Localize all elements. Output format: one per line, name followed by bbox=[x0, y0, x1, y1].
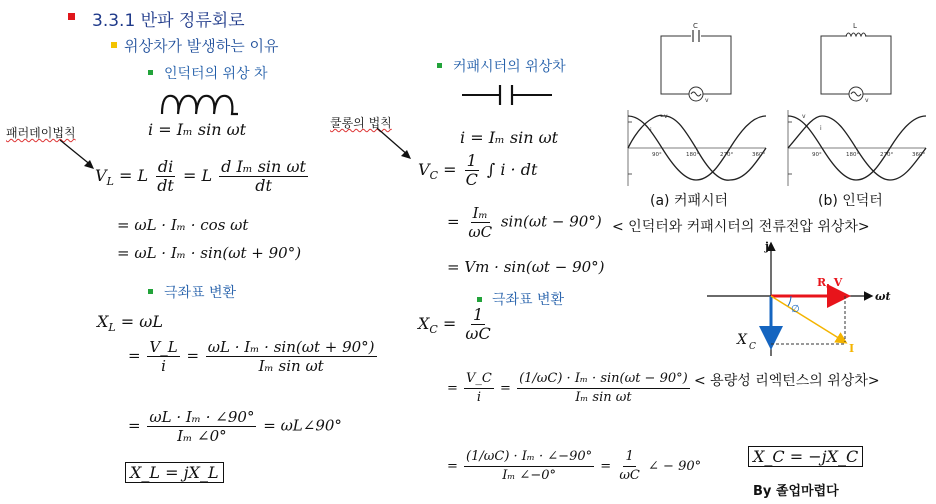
faraday-law-label: 패러데이법칙 bbox=[6, 126, 76, 140]
xl-eq-3: = $\frac{\text{ωL · Iₘ · ∠90°}}{\text{Iₘ ∠0°}}$ = ωL∠90° bbox=[128, 408, 342, 445]
caption-capacitor: (a) 커패시터 bbox=[650, 193, 729, 209]
inductor-coil-icon bbox=[160, 92, 240, 118]
capacitor-symbol-icon bbox=[462, 84, 552, 106]
ind-wave-v-label: v bbox=[802, 113, 806, 120]
ind-v-label: v bbox=[865, 97, 869, 104]
ind-tick-180: 180° bbox=[846, 152, 860, 158]
xc-eq-2: = $\frac{V\_C}{i}$ = $\frac{\text{(1/ωC) · Iₘ · sin(ωt − 90°)}}{\text{Iₘ sin ωt}}$ bbox=[447, 371, 688, 405]
ind-wave-i-label: i bbox=[820, 125, 822, 132]
inductor-current-eq: i = Iₘ sin ωt bbox=[148, 120, 247, 139]
phasor-phi-label: ∅ bbox=[791, 304, 800, 315]
cap-tick-360: 360° bbox=[752, 152, 766, 158]
phasor-caption: < 용량성 리엑턴스의 위상차> bbox=[694, 373, 880, 389]
xl-eq-1: $X_L = \omega L$ bbox=[97, 312, 163, 335]
inductor-polar-bullet bbox=[148, 289, 153, 294]
phasor-rv-label: R, V bbox=[817, 276, 843, 289]
phasor-wt-label: ωt bbox=[875, 290, 891, 303]
author-credit: By 졸업마렵다 bbox=[753, 484, 839, 499]
xc-eq-1: $X_C$ = $\frac{1}{\omega C}$ bbox=[418, 305, 491, 343]
cap-wave-v-label: v bbox=[664, 113, 668, 120]
coulomb-law-label: 쿨롱의 법칙 bbox=[330, 116, 392, 130]
capacitor-polar-bullet bbox=[477, 297, 482, 302]
capacitor-waveform bbox=[620, 108, 770, 188]
phasor-i-label: I bbox=[849, 342, 855, 355]
cap-tick-180: 180° bbox=[686, 152, 700, 158]
page-subtitle: 위상차가 발생하는 이유 bbox=[124, 37, 279, 55]
capacitor-current-eq: i = Iₘ sin ωt bbox=[460, 128, 559, 147]
faraday-arrow bbox=[58, 138, 98, 172]
vc-eq-3: = Vm · sin(ωt − 90°) bbox=[447, 258, 605, 276]
coulomb-arrow bbox=[375, 126, 415, 162]
phasor-xc-sub: C bbox=[749, 342, 756, 352]
cap-wave-i-label: i bbox=[650, 127, 652, 134]
vc-eq-1: $V_C$ = $\frac{1}{C}$ ∫ i · dt bbox=[418, 151, 538, 189]
xl-eq-2: = $\frac{V\_L}{i}$ = $\frac{\text{ωL · Iₘ · sin(ωt + 90°)}}{\text{Iₘ sin ωt}}$ bbox=[128, 338, 375, 375]
cap-v-label: v bbox=[705, 97, 709, 104]
ind-tick-90: 90° bbox=[812, 152, 822, 158]
ind-l-label: L bbox=[853, 22, 857, 30]
vl-eq-1: $V_L = L$ $\frac{di}{dt}$ = L $\frac{\text{d Iₘ sin ωt}}{dt}$ bbox=[95, 157, 306, 195]
ind-tick-360: 360° bbox=[912, 152, 926, 158]
vl-eq-2: = ωL · Iₘ · cos ωt bbox=[117, 216, 249, 234]
cap-tick-270: 270° bbox=[720, 152, 734, 158]
inductor-heading: 인덕터의 위상 차 bbox=[164, 66, 268, 82]
inductor-circuit-diagram bbox=[815, 22, 897, 104]
xl-boxed-eq: X_L = jX_L bbox=[125, 462, 224, 483]
inductor-polar-heading: 극좌표 변환 bbox=[164, 285, 237, 301]
ind-tick-270: 270° bbox=[880, 152, 894, 158]
vl-eq-3: = ωL · Iₘ · sin(ωt + 90°) bbox=[117, 244, 302, 262]
xc-boxed-eq: X_C = −jX_C bbox=[748, 446, 863, 467]
subtitle-bullet bbox=[111, 42, 117, 48]
capacitor-bullet bbox=[437, 63, 442, 68]
phasor-diagram bbox=[705, 238, 905, 358]
inductor-bullet bbox=[148, 70, 153, 75]
phasor-xc-label: X bbox=[737, 332, 747, 348]
caption-inductor: (b) 인덕터 bbox=[818, 193, 883, 209]
vc-eq-2: = $\frac{\text{Iₘ}}{\omega C}$ sin(ωt − 90°) bbox=[447, 204, 602, 241]
xc-eq-3: = $\frac{\text{(1/ωC) · Iₘ · ∠−90°}}{\text{Iₘ ∠−0°}}$ = $\frac{1}{\omega C}$ ∠ − 90° bbox=[447, 449, 702, 483]
capacitor-circuit-diagram bbox=[655, 22, 737, 104]
cap-c-label: C bbox=[693, 22, 698, 30]
inductor-waveform bbox=[780, 108, 930, 188]
page-title: 3.3.1 반파 정류회로 bbox=[92, 11, 245, 31]
capacitor-polar-heading: 극좌표 변환 bbox=[492, 292, 565, 308]
cap-tick-90: 90° bbox=[652, 152, 662, 158]
phasor-j-label: j bbox=[765, 240, 769, 253]
capacitor-heading: 커패시터의 위상차 bbox=[453, 59, 566, 75]
title-bullet bbox=[68, 13, 75, 20]
figure-caption: < 인덕터와 커패시터의 전류전압 위상차> bbox=[612, 219, 870, 235]
